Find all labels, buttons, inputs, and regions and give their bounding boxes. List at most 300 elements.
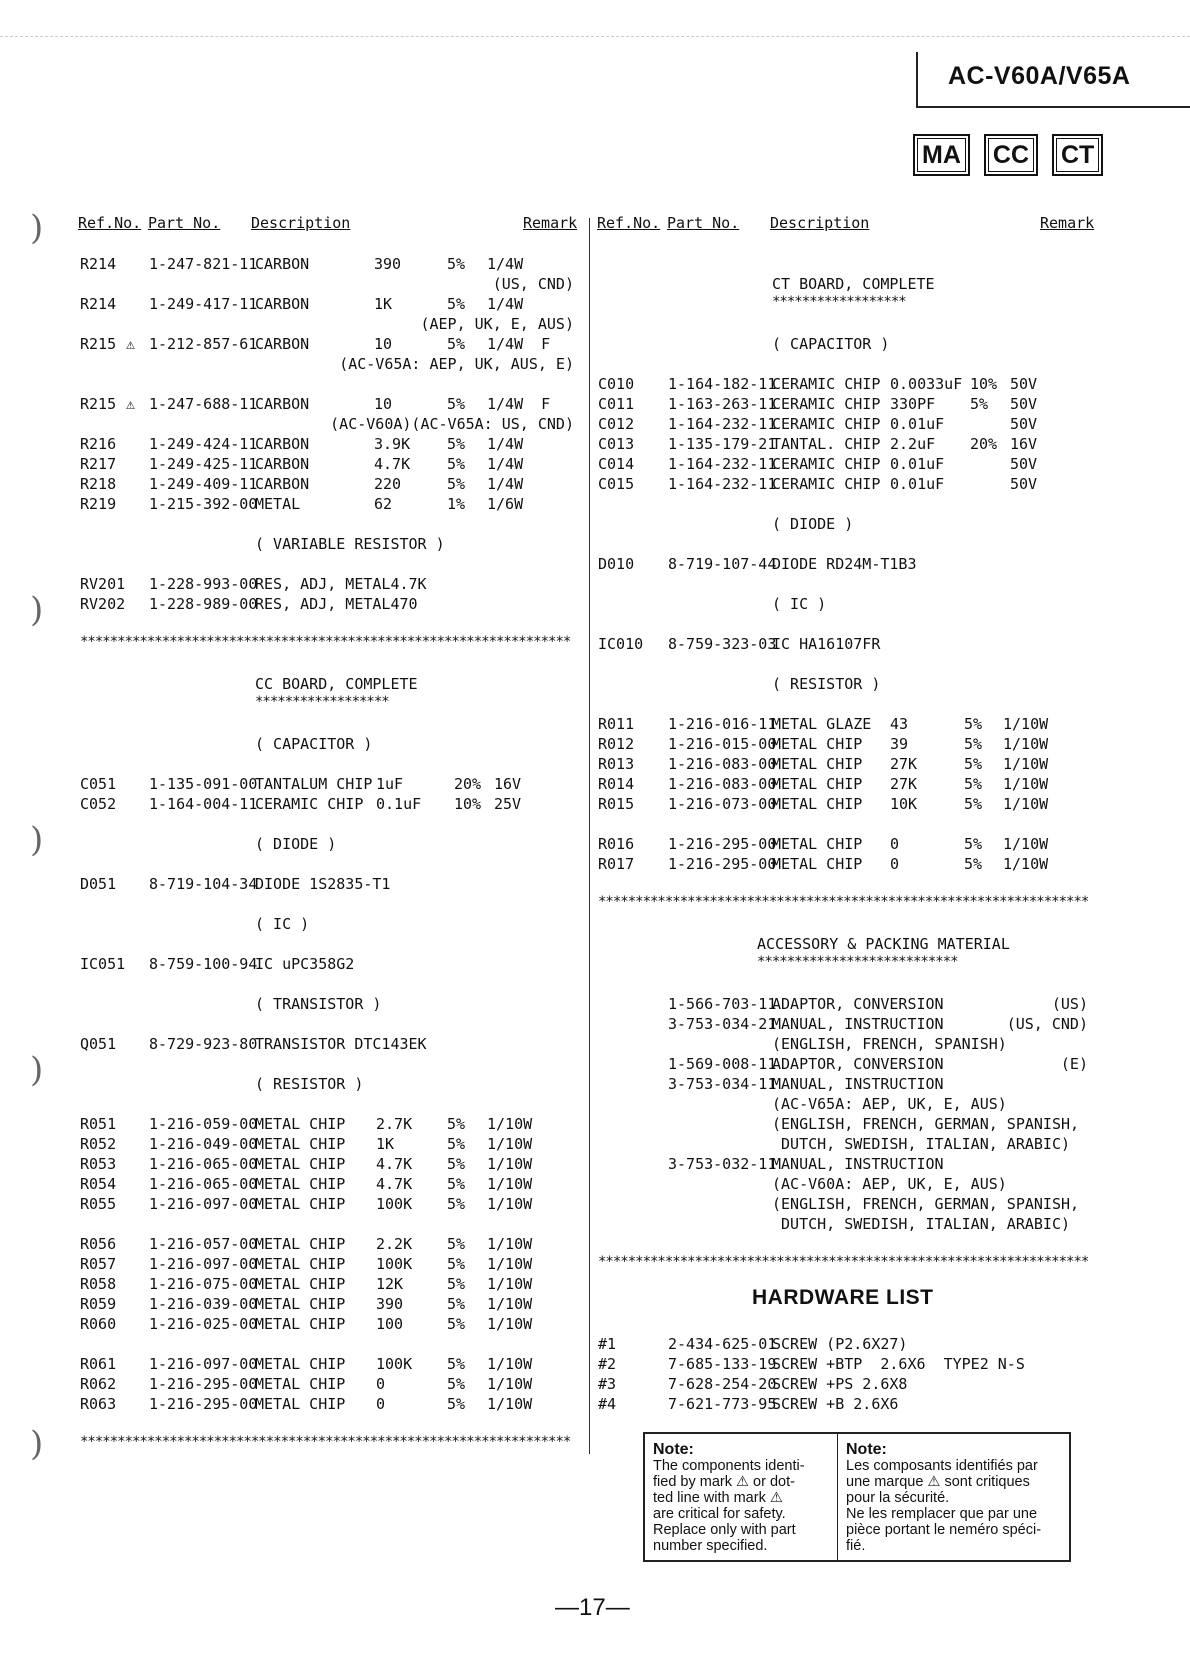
value: 0.0033uF [890, 375, 963, 393]
description: CARBON [255, 295, 310, 313]
tolerance: 5% [447, 1275, 466, 1293]
value: 43 [890, 715, 909, 733]
rating: 1/10W [487, 1295, 533, 1313]
hdr-remark-right: Remark [1040, 214, 1095, 232]
page-number: —17— [555, 1594, 630, 1621]
part-row [80, 254, 580, 274]
part-no: 1-228-993-00 [149, 575, 258, 593]
value: 10 [374, 335, 393, 353]
part-no: 1-216-295-00 [668, 835, 777, 853]
note-line: pièce portant le neméro spéci- [846, 1522, 1042, 1538]
value: 2.2K [376, 1235, 413, 1253]
ref-no: C012 [598, 415, 635, 433]
description: TANTALUM CHIP [255, 775, 373, 793]
rating: 1/4W [487, 455, 524, 473]
part-row [80, 1294, 580, 1314]
badge-ct: CT [1052, 134, 1103, 176]
tolerance: 20% [454, 775, 482, 793]
rating: 1/10W [487, 1135, 533, 1153]
part-no: 1-569-008-11 [668, 1055, 777, 1073]
cc-ic-row: IC051 8-759-100-94 IC uPC358G2 [80, 955, 355, 973]
part-no: 1-216-097-00 [149, 1255, 258, 1273]
rating: 1/10W [1003, 715, 1049, 733]
rating: 1/10W [487, 1175, 533, 1193]
part-row [80, 314, 580, 334]
rating: 1/10W [1003, 795, 1049, 813]
ref-no: R062 [80, 1375, 117, 1393]
cc-res-heading: ( RESISTOR ) [255, 1075, 364, 1093]
ref-no: R015 [598, 795, 635, 813]
separator-stars: ****************************************************************** [80, 634, 571, 650]
description: METAL CHIP [255, 1355, 346, 1373]
part-row [80, 1234, 580, 1254]
part-no: 1-216-039-00 [149, 1295, 258, 1313]
tolerance: 1% [447, 495, 466, 513]
rating: 1/4W [487, 255, 524, 273]
description: METAL [255, 495, 301, 513]
part-no: 1-135-091-00 [149, 775, 258, 793]
description: CARBON [255, 455, 310, 473]
accessory-row [668, 1174, 1088, 1194]
ref-no: #1 [598, 1335, 617, 1353]
description: CERAMIC CHIP [772, 455, 881, 473]
part-row [80, 1114, 580, 1134]
tolerance: 5% [447, 395, 466, 413]
value: 27K [890, 775, 918, 793]
part-no: 1-216-295-00 [149, 1395, 258, 1413]
ct-board-title-stars: ****************** [772, 294, 906, 310]
tolerance: 5% [970, 395, 989, 413]
part-no: 1-216-015-00 [668, 735, 777, 753]
description: CARBON [255, 395, 310, 413]
tolerance: 5% [447, 1255, 466, 1273]
value: 100K [376, 1355, 413, 1373]
part-row [598, 414, 1078, 434]
hardware-row [598, 1334, 1078, 1354]
ref-no: R054 [80, 1175, 117, 1193]
value: 0.01uF [890, 475, 945, 493]
description: METAL CHIP [255, 1135, 346, 1153]
part-row [80, 1274, 580, 1294]
badge-ma: MA [913, 134, 970, 176]
hardware-row [598, 1394, 1078, 1414]
part-row [598, 454, 1078, 474]
description: CERAMIC CHIP [255, 795, 364, 813]
cc-diode-heading: ( DIODE ) [255, 835, 337, 853]
value: 0.1uF [376, 795, 422, 813]
value: 0 [890, 855, 900, 873]
binding-mark: ) [30, 590, 44, 630]
part-no: 1-216-059-00 [149, 1115, 258, 1133]
rating: 1/4W [487, 475, 524, 493]
value: 39 [890, 735, 909, 753]
description: (ENGLISH, FRENCH, GERMAN, SPANISH, [772, 1195, 1080, 1213]
rating: 1/10W [1003, 835, 1049, 853]
part-row [80, 494, 580, 514]
accessory-row [668, 1014, 1088, 1034]
rating: 16V [494, 775, 522, 793]
board-badges [913, 134, 1103, 176]
value: 2.2uF [890, 435, 936, 453]
value: 100K [376, 1195, 413, 1213]
value: 4.7K [376, 1175, 413, 1193]
rating: 25V [494, 795, 522, 813]
rating: 1/10W [487, 1355, 533, 1373]
part-no: 7-621-773-95 [668, 1395, 777, 1413]
rating: 1/10W [487, 1395, 533, 1413]
tolerance: 5% [447, 435, 466, 453]
remark: (US, CND) [1006, 1015, 1088, 1033]
remark-note: (AC-V60A)(AC-V65A: US, CND) [330, 415, 574, 433]
tolerance: 5% [447, 1135, 466, 1153]
part-no: 1-249-409-11 [149, 475, 258, 493]
accessory-row [668, 1094, 1088, 1114]
cc-board-title-stars: ****************** [255, 694, 389, 710]
rating: 50V [1010, 395, 1038, 413]
part-row [80, 774, 580, 794]
value: 2.7K [376, 1115, 413, 1133]
tolerance: 5% [447, 1375, 466, 1393]
ref-no: C052 [80, 795, 117, 813]
column-divider [589, 218, 590, 1454]
note-line: number specified. [653, 1538, 768, 1554]
description: (AC-V60A: AEP, UK, E, AUS) [772, 1175, 1007, 1193]
part-row [598, 734, 1078, 754]
separator-stars-right-2: ****************************************************************** [598, 1254, 1089, 1270]
part-no: 1-135-179-21 [668, 435, 777, 453]
tolerance: 5% [447, 1355, 466, 1373]
ref-no: #2 [598, 1355, 617, 1373]
rating: 1/4W F [487, 335, 551, 353]
remark-note: (US, CND) [492, 275, 574, 293]
ref-no: C051 [80, 775, 117, 793]
ref-no: R055 [80, 1195, 117, 1213]
binding-mark: ) [30, 1050, 44, 1090]
description: RES, ADJ, METAL4.7K [255, 575, 427, 593]
cc-board-title: CC BOARD, COMPLETE [255, 675, 418, 693]
ref-no: R053 [80, 1155, 117, 1173]
remark-note: (AC-V65A: AEP, UK, AUS, E) [339, 355, 574, 373]
tolerance: 5% [447, 1155, 466, 1173]
rating: 50V [1010, 475, 1038, 493]
value: 390 [374, 255, 402, 273]
tolerance: 5% [964, 755, 983, 773]
part-row [80, 594, 580, 614]
cc-cap-heading: ( CAPACITOR ) [255, 735, 373, 753]
value: 1uF [376, 775, 404, 793]
ref-no: R061 [80, 1355, 117, 1373]
description: CERAMIC CHIP [772, 475, 881, 493]
rating: 1/10W [487, 1315, 533, 1333]
description: CARBON [255, 475, 310, 493]
ref-no: R017 [598, 855, 635, 873]
tolerance: 5% [447, 455, 466, 473]
description: METAL GLAZE [772, 715, 872, 733]
part-row [598, 434, 1078, 454]
tolerance: 20% [970, 435, 998, 453]
note-line: ted line with mark ⚠ [653, 1490, 783, 1506]
value: 0 [376, 1395, 386, 1413]
hardware-row [598, 1374, 1078, 1394]
tolerance: 5% [447, 295, 466, 313]
part-row [598, 754, 1078, 774]
safety-note-box [643, 1432, 1071, 1562]
warning-mark-icon: ⚠ [126, 335, 136, 353]
ref-no: C014 [598, 455, 635, 473]
value: 0 [890, 835, 900, 853]
rating: 50V [1010, 455, 1038, 473]
part-no: 1-216-295-00 [149, 1375, 258, 1393]
hdr-part-left: Part No. [148, 214, 221, 232]
ref-no: R214 [80, 255, 117, 273]
accessory-row [668, 1074, 1088, 1094]
note-line: fié. [846, 1538, 866, 1554]
ref-no: R056 [80, 1235, 117, 1253]
hardware-row [598, 1354, 1078, 1374]
part-no: 1-216-075-00 [149, 1275, 258, 1293]
ref-no: R012 [598, 735, 635, 753]
description: METAL CHIP [255, 1235, 346, 1253]
ref-no: R051 [80, 1115, 117, 1133]
hdr-desc-right: Description [770, 214, 870, 232]
tolerance: 5% [447, 1195, 466, 1213]
accessory-row [668, 1154, 1088, 1174]
description: CARBON [255, 435, 310, 453]
note-line: Ne les remplacer que par une [846, 1506, 1038, 1522]
part-no: 1-215-392-00 [149, 495, 258, 513]
value: 100K [376, 1255, 413, 1273]
accessory-row [668, 1034, 1088, 1054]
remark: (E) [1060, 1055, 1088, 1073]
part-no: 1-216-083-00 [668, 755, 777, 773]
cc-diode-row: D051 8-719-104-34 DIODE 1S2835-T1 [80, 875, 391, 893]
rating: 16V [1010, 435, 1038, 453]
ref-no: R059 [80, 1295, 117, 1313]
ref-no: R214 [80, 295, 117, 313]
part-no: 1-216-097-00 [149, 1355, 258, 1373]
description: DUTCH, SWEDISH, ITALIAN, ARABIC) [772, 1135, 1071, 1153]
value: 1K [374, 295, 393, 313]
value: 3.9K [374, 435, 411, 453]
value: 10K [890, 795, 918, 813]
part-no: 1-163-263-11 [668, 395, 777, 413]
part-no: 1-216-049-00 [149, 1135, 258, 1153]
part-row [598, 394, 1078, 414]
note-line: are critical for safety. [653, 1506, 786, 1522]
part-row [598, 714, 1078, 734]
description: METAL CHIP [255, 1275, 346, 1293]
accessory-row [668, 1114, 1088, 1134]
description: MANUAL, INSTRUCTION [772, 1075, 944, 1093]
rating: 50V [1010, 375, 1038, 393]
part-no: 1-216-016-11 [668, 715, 777, 733]
note-line: fied by mark ⚠ or dot- [653, 1474, 795, 1490]
ref-no: #4 [598, 1395, 617, 1413]
model-box [916, 52, 1190, 108]
hardware-list-title: HARDWARE LIST [752, 1286, 934, 1309]
part-row [80, 434, 580, 454]
tolerance: 5% [447, 475, 466, 493]
value: 62 [374, 495, 393, 513]
rating: 1/6W [487, 495, 524, 513]
tolerance: 5% [964, 735, 983, 753]
part-row [80, 1394, 580, 1414]
part-no: 7-628-254-20 [668, 1375, 777, 1393]
part-no: 1-216-073-00 [668, 795, 777, 813]
ct-res-heading: ( RESISTOR ) [772, 675, 881, 693]
part-no: 1-247-821-11 [149, 255, 258, 273]
description: METAL CHIP [772, 795, 863, 813]
accessory-row [668, 1134, 1088, 1154]
part-no: 1-164-232-11 [668, 415, 777, 433]
description: CARBON [255, 255, 310, 273]
accessory-row [668, 1194, 1088, 1214]
rating: 50V [1010, 415, 1038, 433]
part-no: 2-434-625-01 [668, 1335, 777, 1353]
ref-no: R219 [80, 495, 117, 513]
description: CARBON [255, 335, 310, 353]
part-row [80, 294, 580, 314]
rating: 1/10W [487, 1155, 533, 1173]
rating: 1/10W [487, 1195, 533, 1213]
value: 4.7K [374, 455, 411, 473]
part-no: 1-164-232-11 [668, 475, 777, 493]
description: ADAPTOR, CONVERSION [772, 995, 944, 1013]
part-no: 1-249-425-11 [149, 455, 258, 473]
rating: 1/4W [487, 435, 524, 453]
tolerance: 5% [447, 1115, 466, 1133]
accessory-title: ACCESSORY & PACKING MATERIAL [757, 935, 1010, 953]
part-no: 1-216-057-00 [149, 1235, 258, 1253]
description: METAL CHIP [255, 1115, 346, 1133]
part-no: 1-216-025-00 [149, 1315, 258, 1333]
separator-stars-bottom: ****************************************************************** [80, 1434, 571, 1450]
tolerance: 5% [447, 1175, 466, 1193]
ref-no: C010 [598, 375, 635, 393]
value: 27K [890, 755, 918, 773]
ref-no: C015 [598, 475, 635, 493]
description: RES, ADJ, METAL470 [255, 595, 418, 613]
ct-ic-heading: ( IC ) [772, 595, 827, 613]
part-row [598, 374, 1078, 394]
accessory-title-stars: *************************** [757, 954, 958, 970]
part-no: 1-566-703-11 [668, 995, 777, 1013]
hdr-desc-left: Description [251, 214, 351, 232]
ct-ic-row: IC010 8-759-323-03 IC HA16107FR [598, 635, 881, 653]
description: TANTAL. CHIP [772, 435, 881, 453]
note-line: une marque ⚠ sont critiques [846, 1474, 1030, 1490]
description: METAL CHIP [772, 775, 863, 793]
value: 4.7K [376, 1155, 413, 1173]
accessory-row [668, 1054, 1088, 1074]
ref-no: R013 [598, 755, 635, 773]
description: METAL CHIP [255, 1395, 346, 1413]
rating: 1/4W [487, 295, 524, 313]
part-row [598, 834, 1078, 854]
part-no: 3-753-034-11 [668, 1075, 777, 1093]
part-row [80, 1134, 580, 1154]
note-english: Note: The components identi- fied by mark ⚠ or dot- ted line with mark ⚠ are critical for safety. Replace only with part number specified. [645, 1434, 838, 1560]
ref-no: C011 [598, 395, 635, 413]
description: METAL CHIP [772, 835, 863, 853]
part-row [80, 414, 580, 434]
part-no: 1-249-417-11 [149, 295, 258, 313]
ref-no: R215 [80, 395, 117, 413]
separator-stars-right: ****************************************************************** [598, 894, 1089, 910]
accessory-row [668, 994, 1088, 1014]
value: 0.01uF [890, 455, 945, 473]
description: (ENGLISH, FRENCH, GERMAN, SPANISH, [772, 1115, 1080, 1133]
part-row [80, 1354, 580, 1374]
description: METAL CHIP [255, 1175, 346, 1193]
part-no: 1-216-065-00 [149, 1155, 258, 1173]
ref-no: R058 [80, 1275, 117, 1293]
value: 100 [376, 1315, 404, 1333]
tolerance: 5% [964, 775, 983, 793]
part-no: 7-685-133-19 [668, 1355, 777, 1373]
tolerance: 5% [447, 1235, 466, 1253]
description: MANUAL, INSTRUCTION [772, 1015, 944, 1033]
top-scan-line [0, 36, 1190, 37]
ref-no: RV201 [80, 575, 126, 593]
description: METAL CHIP [255, 1295, 346, 1313]
description: (AC-V65A: AEP, UK, E, AUS) [772, 1095, 1007, 1113]
part-no: 1-164-232-11 [668, 455, 777, 473]
part-row [80, 1374, 580, 1394]
description: SCREW +PS 2.6X8 [772, 1375, 908, 1393]
part-no: 1-164-182-11 [668, 375, 777, 393]
part-no: 1-247-688-11 [149, 395, 258, 413]
value: 390 [376, 1295, 404, 1313]
value: 220 [374, 475, 402, 493]
ref-no: C013 [598, 435, 635, 453]
accessory-row [668, 1214, 1088, 1234]
binding-mark: ) [30, 820, 44, 860]
binding-mark: ) [30, 208, 44, 248]
cc-tr-heading: ( TRANSISTOR ) [255, 995, 382, 1013]
note-french: Note: Les composants identifiés par une marque ⚠ sont critiques pour la sécurité. Ne les remplacer que par une pièce portant le neméro spéci- fié. [838, 1434, 1069, 1560]
rating: 1/4W F [487, 395, 551, 413]
tolerance: 10% [454, 795, 482, 813]
part-no: 1-212-857-61 [149, 335, 258, 353]
ref-no: R052 [80, 1135, 117, 1153]
ref-no: R014 [598, 775, 635, 793]
part-row [80, 334, 580, 354]
part-row [80, 1254, 580, 1274]
badge-cc: CC [984, 134, 1038, 176]
part-no: 3-753-032-11 [668, 1155, 777, 1173]
rating: 1/10W [487, 1255, 533, 1273]
description: SCREW +BTP 2.6X6 TYPE2 N-S [772, 1355, 1025, 1373]
description: SCREW +B 2.6X6 [772, 1395, 899, 1413]
part-row [80, 354, 580, 374]
description: (ENGLISH, FRENCH, SPANISH) [772, 1035, 1007, 1053]
note-line: The components identi- [653, 1458, 805, 1474]
ref-no: R218 [80, 475, 117, 493]
part-row [598, 794, 1078, 814]
part-row [80, 574, 580, 594]
note-line: Les composants identifiés par [846, 1458, 1038, 1474]
model-title: AC-V60A/V65A [948, 62, 1131, 90]
rating: 1/10W [487, 1235, 533, 1253]
tolerance: 5% [964, 715, 983, 733]
ref-no: R057 [80, 1255, 117, 1273]
description: METAL CHIP [255, 1195, 346, 1213]
ct-cap-heading: ( CAPACITOR ) [772, 335, 890, 353]
tolerance: 5% [964, 855, 983, 873]
description: METAL CHIP [255, 1315, 346, 1333]
part-row [80, 1174, 580, 1194]
